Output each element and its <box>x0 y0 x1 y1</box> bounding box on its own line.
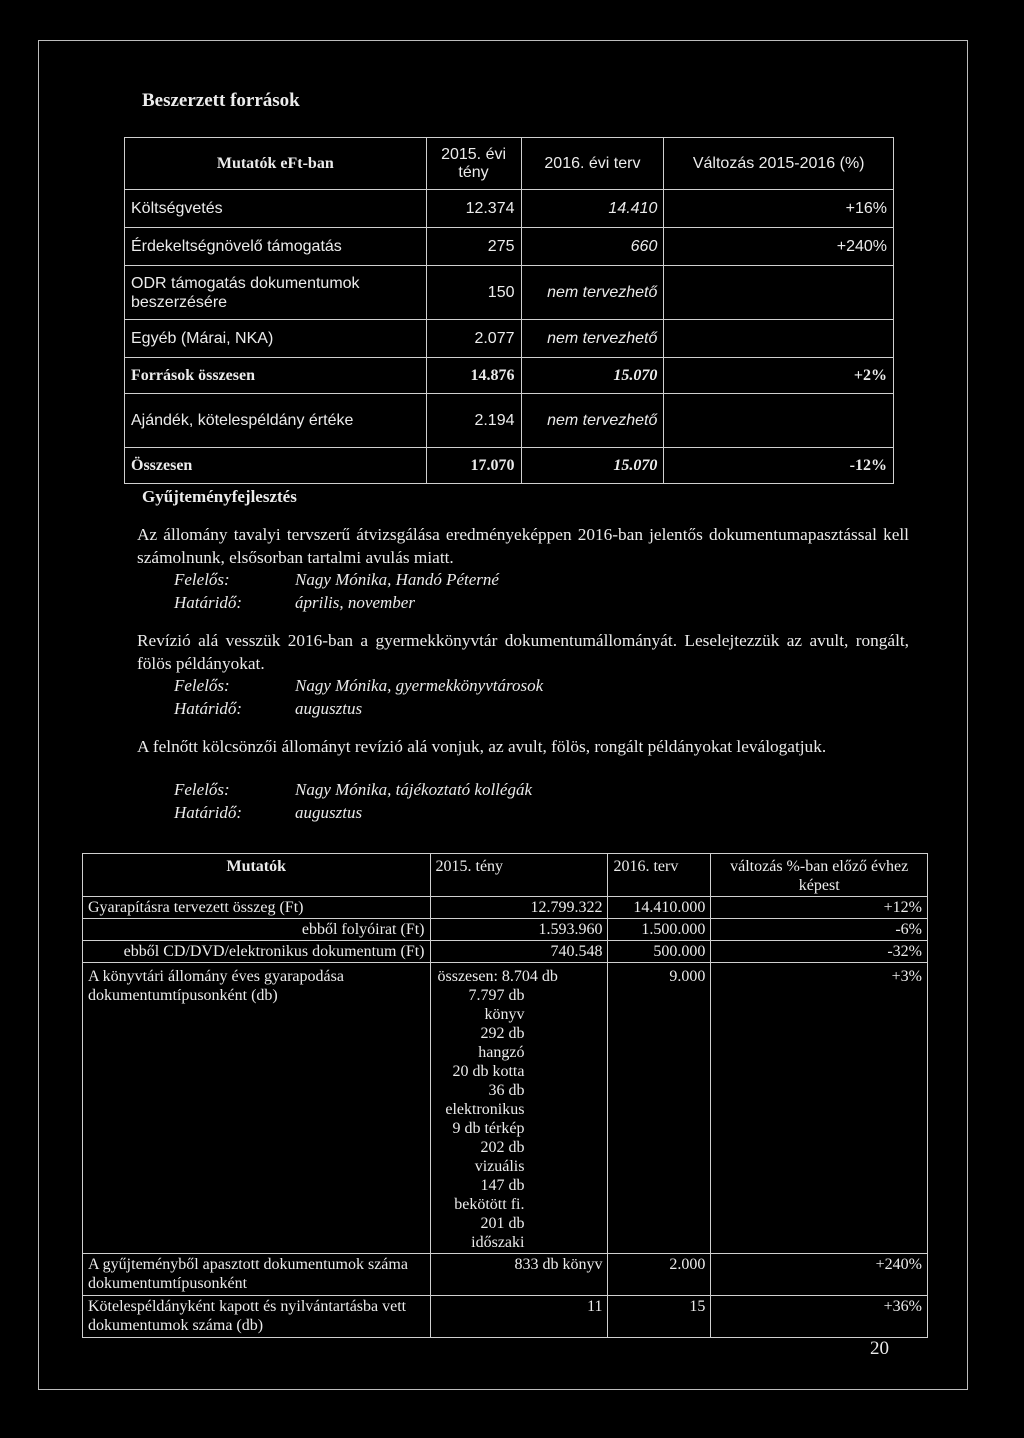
cell-2016: 14.410 <box>521 190 664 228</box>
table-row <box>83 1254 928 1296</box>
cell-2015: 150 <box>426 266 521 320</box>
paragraph-1: Az állomány tavalyi tervszerű átvizsgálása eredményeképpen 2016-ban jelentős dokumentumapasztással kell számolnunk, elsősorban tartalmi avulás miatt. <box>137 525 909 567</box>
table-row <box>83 1296 928 1338</box>
cell-2016: 15 <box>608 1296 711 1338</box>
cell-2015 <box>430 963 608 1254</box>
section-title: Beszerzett források <box>142 90 300 111</box>
deadline-value: augusztus <box>295 699 363 718</box>
cell-2016: 1.500.000 <box>608 919 711 941</box>
cell-line: összesen: 8.704 db <box>437 968 558 985</box>
table-row <box>83 919 928 941</box>
cell-change <box>664 266 894 320</box>
cell-2015: 2.194 <box>426 394 521 448</box>
row-label: A könyvtári állomány éves gyarapodása dokumentumtípusonként (db) <box>83 963 431 1254</box>
cell-2015: 12.374 <box>426 190 521 228</box>
row-label: Források összesen <box>125 358 427 394</box>
row-label: Gyarapításra tervezett összeg (Ft) <box>83 897 431 919</box>
table-header-row <box>83 854 928 897</box>
collection-title: Gyűjteményfejlesztés <box>142 487 297 506</box>
row-label: Költségvetés <box>125 190 427 228</box>
cell-line: 9 db térkép <box>452 1120 525 1137</box>
cell-2015: 14.876 <box>426 358 521 394</box>
deadline-value: április, november <box>295 593 415 612</box>
row-label: Egyéb (Márai, NKA) <box>125 320 427 358</box>
cell-line: 20 db kotta <box>452 1063 525 1080</box>
indicators-table <box>82 853 928 1338</box>
row-label: ebből CD/DVD/elektronikus dokumentum (Ft) <box>83 941 431 963</box>
cell-change <box>664 320 894 358</box>
cell-2015: 17.070 <box>426 448 521 484</box>
paragraph-3: A felnőtt kölcsönzői állományt revízió alá vonjuk, az avult, fölös, rongált példányokat leválogatjuk. <box>137 737 827 756</box>
cell-2016: 9.000 <box>608 963 711 1254</box>
cell-line: 201 db időszaki <box>471 1215 525 1251</box>
cell-2015: 2.077 <box>426 320 521 358</box>
deadline-label: Határidő: <box>174 803 242 822</box>
cell-change: -12% <box>664 448 894 484</box>
cell-change: +2% <box>664 358 894 394</box>
cell-change: +3% <box>711 963 928 1254</box>
cell-line: 7.797 db könyv <box>468 987 525 1023</box>
table-header-row <box>125 138 894 190</box>
cell-2015: 740.548 <box>430 941 608 963</box>
cell-2016: 660 <box>521 228 664 266</box>
cell-2015: 833 db könyv <box>430 1254 608 1296</box>
cell-2015: 275 <box>426 228 521 266</box>
row-label: Ajándék, kötelespéldány értéke <box>125 394 427 448</box>
table-row <box>125 228 894 266</box>
cell-2015: 12.799.322 <box>430 897 608 919</box>
row-label: Összesen <box>125 448 427 484</box>
cell-2016: 14.410.000 <box>608 897 711 919</box>
cell-line: 202 db vizuális <box>474 1139 525 1175</box>
cell-2016: 2.000 <box>608 1254 711 1296</box>
cell-2015: 1.593.960 <box>430 919 608 941</box>
cell-change: +240% <box>711 1254 928 1296</box>
table-row <box>83 941 928 963</box>
table-row <box>125 448 894 484</box>
sources-table <box>124 137 894 484</box>
table-row <box>83 897 928 919</box>
table-row <box>83 963 928 1254</box>
cell-change: +240% <box>664 228 894 266</box>
cell-2016: nem tervezhető <box>521 320 664 358</box>
table-row <box>125 266 894 320</box>
cell-change: -6% <box>711 919 928 941</box>
responsible-value: Nagy Mónika, Handó Péterné <box>295 570 499 589</box>
responsible-value: Nagy Mónika, gyermekkönyvtárosok <box>295 676 544 695</box>
deadline-value: augusztus <box>295 803 363 822</box>
cell-change: +36% <box>711 1296 928 1338</box>
row-label: Kötelespéldányként kapott és nyilvántartásba vett dokumentumok száma (db) <box>83 1296 431 1338</box>
cell-change <box>664 394 894 448</box>
header-cell: Mutatók <box>83 854 431 897</box>
header-cell: 2015. évi tény <box>426 138 521 190</box>
row-label: A gyűjteményből apasztott dokumentumok száma dokumentumtípusonként <box>83 1254 431 1296</box>
responsible-label: Felelős: <box>174 676 230 695</box>
header-cell: 2016. terv <box>608 854 711 897</box>
row-label: ODR támogatás dokumentumok beszerzésére <box>125 266 427 320</box>
table-row <box>125 190 894 228</box>
responsible-label: Felelős: <box>174 570 230 589</box>
table-row <box>125 394 894 448</box>
table-row <box>125 320 894 358</box>
header-cell: 2015. tény <box>430 854 608 897</box>
cell-2016: 15.070 <box>521 448 664 484</box>
cell-2015: 11 <box>430 1296 608 1338</box>
responsible-label: Felelős: <box>174 780 230 799</box>
cell-2016: 15.070 <box>521 358 664 394</box>
row-label: Érdekeltségnövelő támogatás <box>125 228 427 266</box>
header-cell: 2016. évi terv <box>521 138 664 190</box>
cell-change: +16% <box>664 190 894 228</box>
header-cell: Mutatók eFt-ban <box>125 138 427 190</box>
paragraph-2: Revízió alá vesszük 2016-ban a gyermekkönyvtár dokumentumállományát. Leselejtezzük az avult, rongált, fölös példányokat. <box>137 631 909 673</box>
cell-2016: 500.000 <box>608 941 711 963</box>
cell-2016: nem tervezhető <box>521 394 664 448</box>
table-row <box>125 358 894 394</box>
deadline-label: Határidő: <box>174 593 242 612</box>
cell-line: 36 db elektronikus <box>445 1082 525 1118</box>
row-label: ebből folyóirat (Ft) <box>83 919 431 941</box>
cell-line: 292 db hangzó <box>478 1025 525 1061</box>
header-cell: változás %-ban előző évhez képest <box>711 854 928 897</box>
deadline-label: Határidő: <box>174 699 242 718</box>
cell-2016: nem tervezhető <box>521 266 664 320</box>
cell-line: 147 db bekötött fi. <box>454 1177 525 1213</box>
page-number: 20 <box>870 1338 889 1359</box>
cell-change: +12% <box>711 897 928 919</box>
cell-change: -32% <box>711 941 928 963</box>
header-cell: Változás 2015-2016 (%) <box>664 138 894 190</box>
responsible-value: Nagy Mónika, tájékoztató kollégák <box>295 780 532 799</box>
